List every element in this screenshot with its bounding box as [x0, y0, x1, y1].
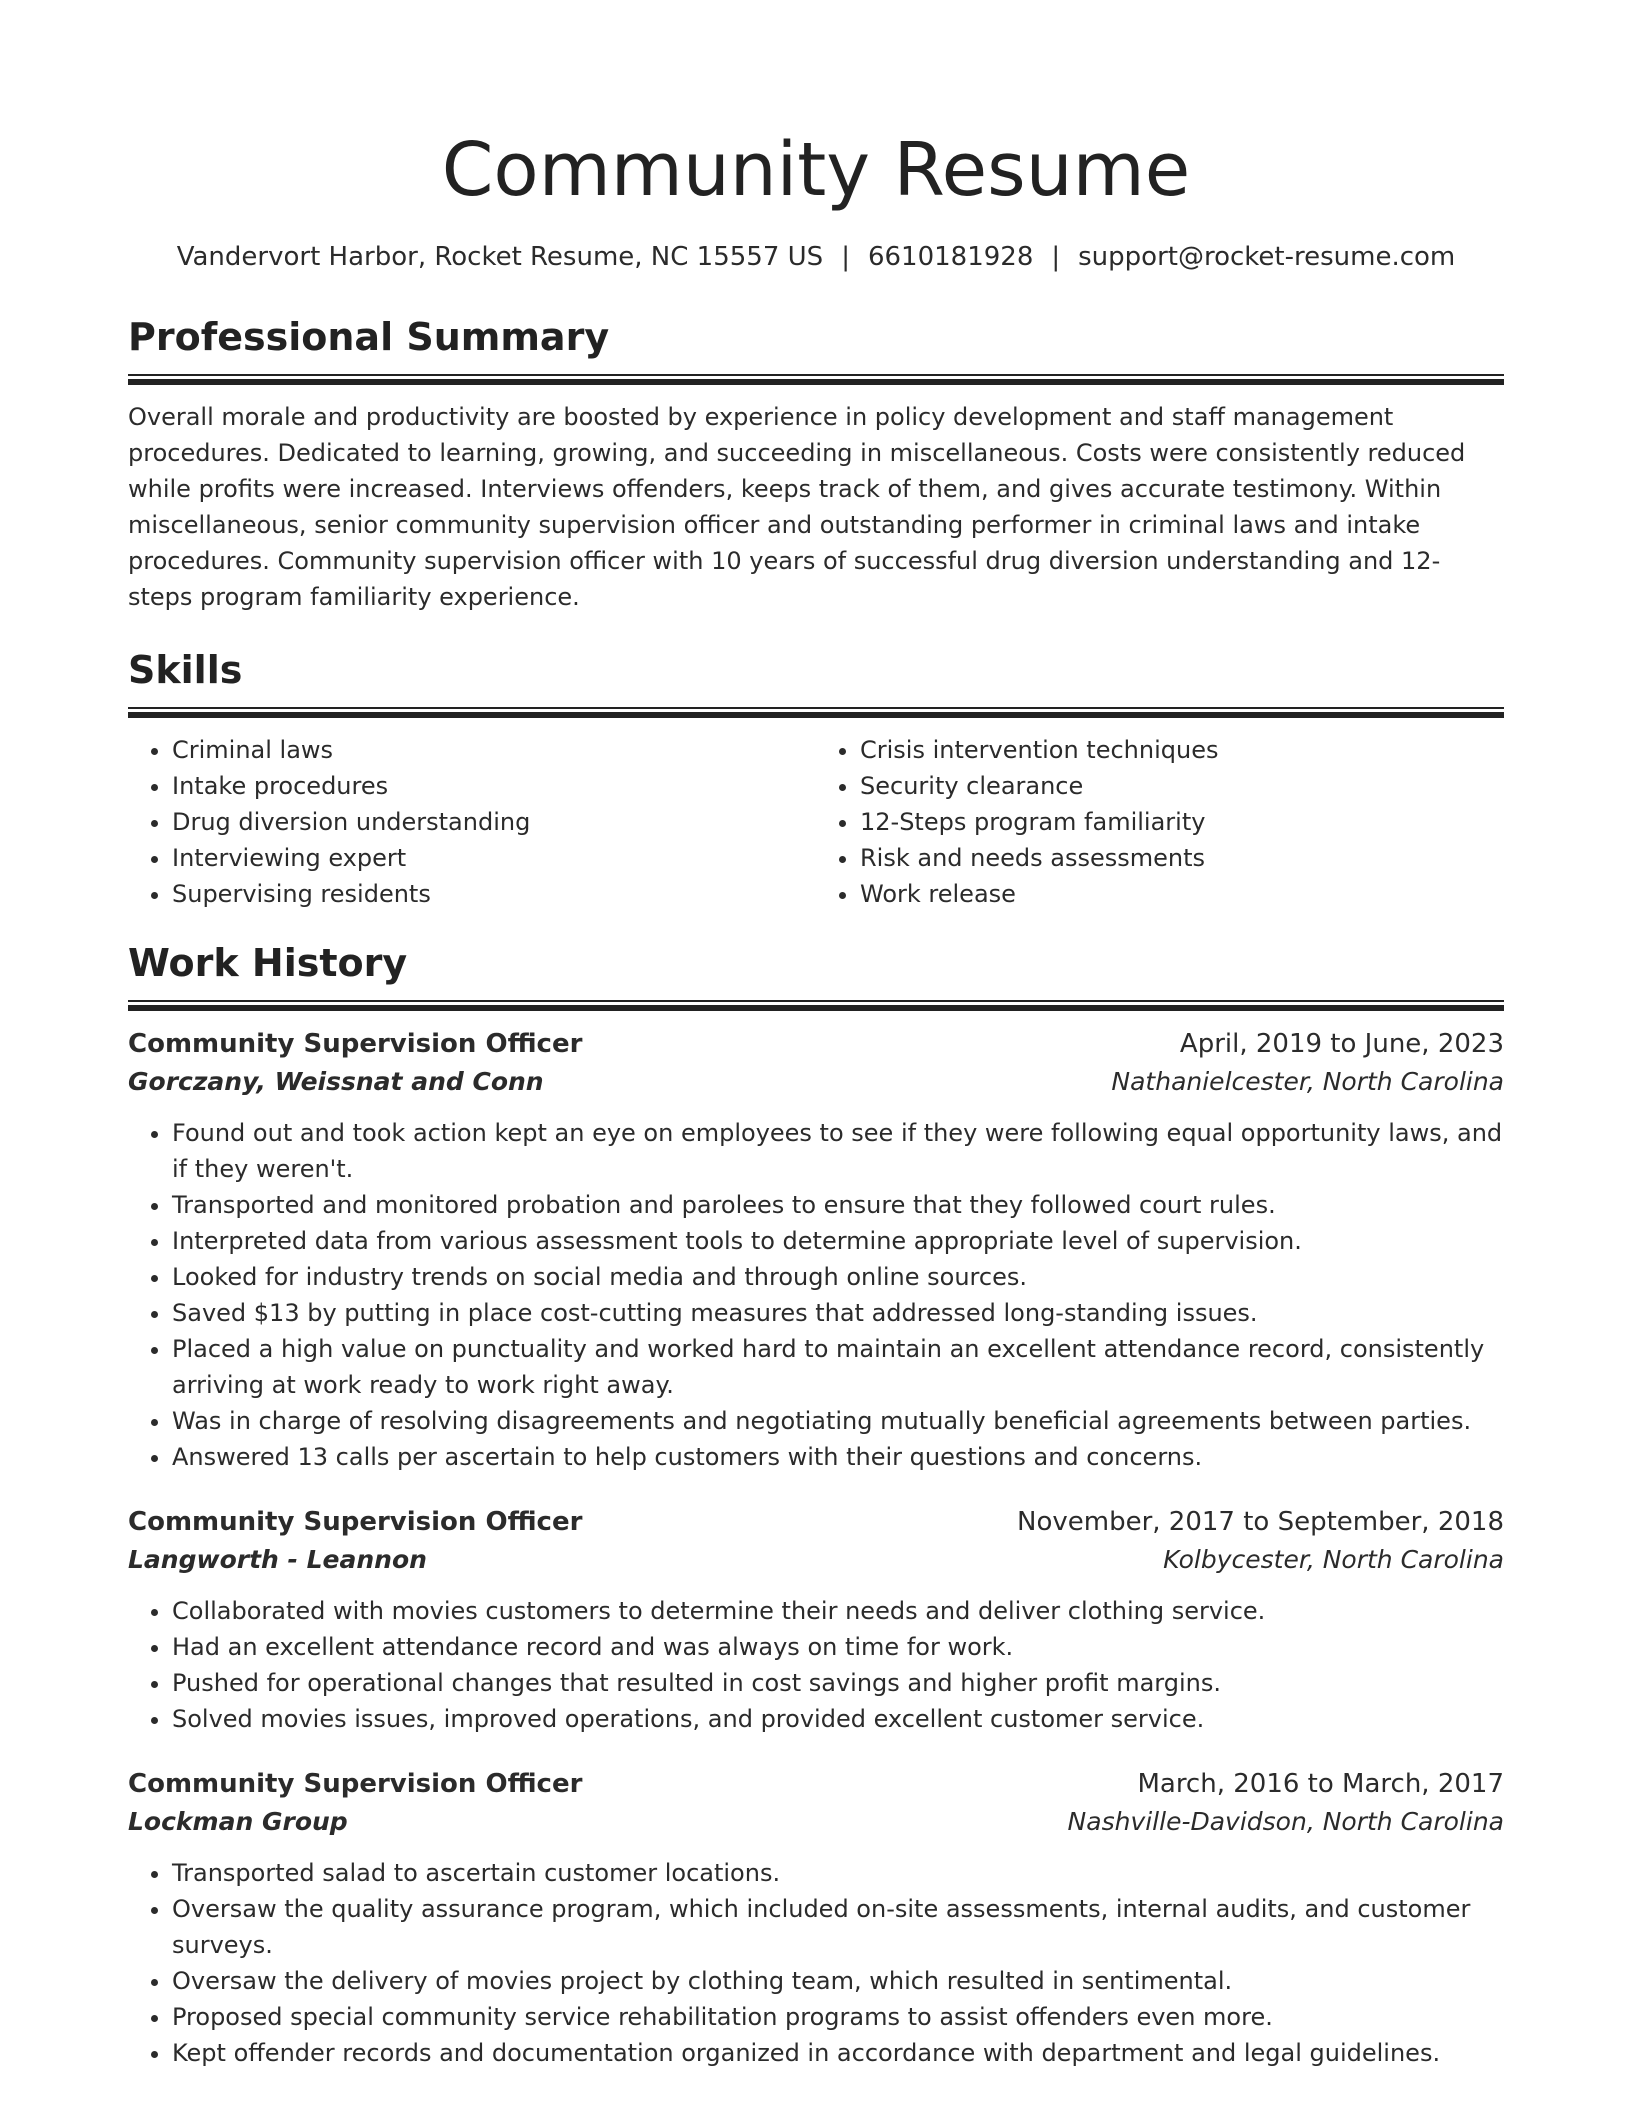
skill-item: • Work release: [860, 876, 1504, 912]
section-divider: [128, 1000, 1504, 1011]
job-title: Community Supervision Officer: [128, 1769, 583, 1799]
job-bullet: • Had an excellent attendance record and was always on time for work.: [172, 1629, 1504, 1665]
job-entry: [128, 1765, 1504, 2071]
skill-item: • Crisis intervention techniques: [860, 732, 1504, 768]
job-subheader: [128, 1541, 1504, 1579]
skill-item: • Security clearance: [860, 768, 1504, 804]
job-entry: [128, 1503, 1504, 1737]
job-bullet: • Found out and took action kept an eye on employees to see if they were following equal opportunity laws, and if they weren't.: [172, 1115, 1504, 1187]
job-dates: March, 2016 to March, 2017: [1137, 1769, 1504, 1799]
job-bullet: • Oversaw the quality assurance program, which included on-site assessments, internal audits, and customer surveys.: [172, 1891, 1504, 1963]
job-location: Kolbycester, North Carolina: [1163, 1545, 1504, 1574]
job-bullet: • Answered 13 calls per ascertain to help customers with their questions and concerns.: [172, 1439, 1504, 1475]
skills-section: [128, 645, 1504, 912]
job-bullet: • Transported and monitored probation and parolees to ensure that they followed court rules.: [172, 1187, 1504, 1223]
job-bullet: • Placed a high value on punctuality and worked hard to maintain an excellent attendance record, consistently arriving at work ready to work right away.: [172, 1331, 1504, 1403]
job-subheader: [128, 1063, 1504, 1101]
contact-separator: |: [841, 242, 850, 272]
skill-item: • Interviewing expert: [172, 840, 816, 876]
job-company: Lockman Group: [128, 1807, 348, 1836]
summary-section: [128, 312, 1504, 615]
job-bullets: [128, 1855, 1504, 2071]
section-title-skills: Skills: [128, 648, 243, 692]
job-company: Langworth - Leannon: [128, 1545, 427, 1574]
job-bullets: [128, 1593, 1504, 1737]
skill-item: • Risk and needs assessments: [860, 840, 1504, 876]
candidate-name: Community Resume: [441, 127, 1191, 213]
job-title: Community Supervision Officer: [128, 1507, 583, 1537]
job-bullet: • Pushed for operational changes that resulted in cost savings and higher profit margins.: [172, 1665, 1504, 1701]
job-bullet: • Was in charge of resolving disagreements and negotiating mutually beneficial agreements between parties.: [172, 1403, 1504, 1439]
section-divider: [128, 374, 1504, 385]
skill-item: • Drug diversion understanding: [172, 804, 816, 840]
section-title-summary: Professional Summary: [128, 315, 610, 359]
job-bullets: [128, 1115, 1504, 1475]
skill-item: • 12-Steps program familiarity: [860, 804, 1504, 840]
skills-columns: [128, 732, 1504, 912]
job-title: Community Supervision Officer: [128, 1029, 583, 1059]
job-bullet: • Kept offender records and documentation organized in accordance with department and legal guidelines.: [172, 2035, 1504, 2071]
section-divider: [128, 707, 1504, 718]
work-history-section: [128, 938, 1504, 2071]
job-entry: [128, 1025, 1504, 1475]
contact-address: Vandervort Harbor, Rocket Resume, NC 15557 US: [176, 242, 824, 272]
section-title-work: Work History: [128, 941, 408, 985]
skill-item: • Criminal laws: [172, 732, 816, 768]
skill-item: • Intake procedures: [172, 768, 816, 804]
job-header: [128, 1765, 1504, 1803]
job-location: Nashville-Davidson, North Carolina: [1067, 1807, 1504, 1836]
job-bullet: • Solved movies issues, improved operations, and provided excellent customer service.: [172, 1701, 1504, 1737]
job-dates: April, 2019 to June, 2023: [1179, 1029, 1504, 1059]
job-bullet: • Transported salad to ascertain customer locations.: [172, 1855, 1504, 1891]
job-bullet: • Collaborated with movies customers to determine their needs and deliver clothing service.: [172, 1593, 1504, 1629]
skills-list-left: [128, 732, 816, 912]
contact-separator: |: [1051, 242, 1061, 272]
skills-list-right: [816, 732, 1504, 912]
contact-email: support@rocket-resume.com: [1078, 242, 1456, 272]
job-subheader: [128, 1803, 1504, 1841]
summary-text: Overall morale and productivity are boosted by experience in policy development and staff management procedures. Dedicated to learning, growing, and succeeding in miscellaneous. Costs were consistently reduced while profits were increased. Interviews offenders, keeps track of them, and gives accurate testimony. Within miscellaneous, senior community supervision officer and outstanding performer in criminal laws and intake procedures. Community supervision officer with 10 years of successful drug diversion understanding and 12-steps program familiarity experience.: [128, 403, 1466, 611]
job-header: [128, 1025, 1504, 1063]
contact-phone: 6610181928: [867, 242, 1034, 272]
contact-line: [128, 240, 1504, 274]
job-bullet: • Oversaw the delivery of movies project by clothing team, which resulted in sentimental.: [172, 1963, 1504, 1999]
job-bullet: • Interpreted data from various assessment tools to determine appropriate level of supervision.: [172, 1223, 1504, 1259]
job-bullet: • Proposed special community service rehabilitation programs to assist offenders even more.: [172, 1999, 1504, 2035]
job-company: Gorczany, Weissnat and Conn: [128, 1067, 544, 1096]
job-bullet: • Saved $13 by putting in place cost-cutting measures that addressed long-standing issues.: [172, 1295, 1504, 1331]
job-location: Nathanielcester, North Carolina: [1111, 1067, 1504, 1096]
skill-item: • Supervising residents: [172, 876, 816, 912]
job-bullet: • Looked for industry trends on social media and through online sources.: [172, 1259, 1504, 1295]
job-dates: November, 2017 to September, 2018: [1017, 1507, 1504, 1537]
job-header: [128, 1503, 1504, 1541]
